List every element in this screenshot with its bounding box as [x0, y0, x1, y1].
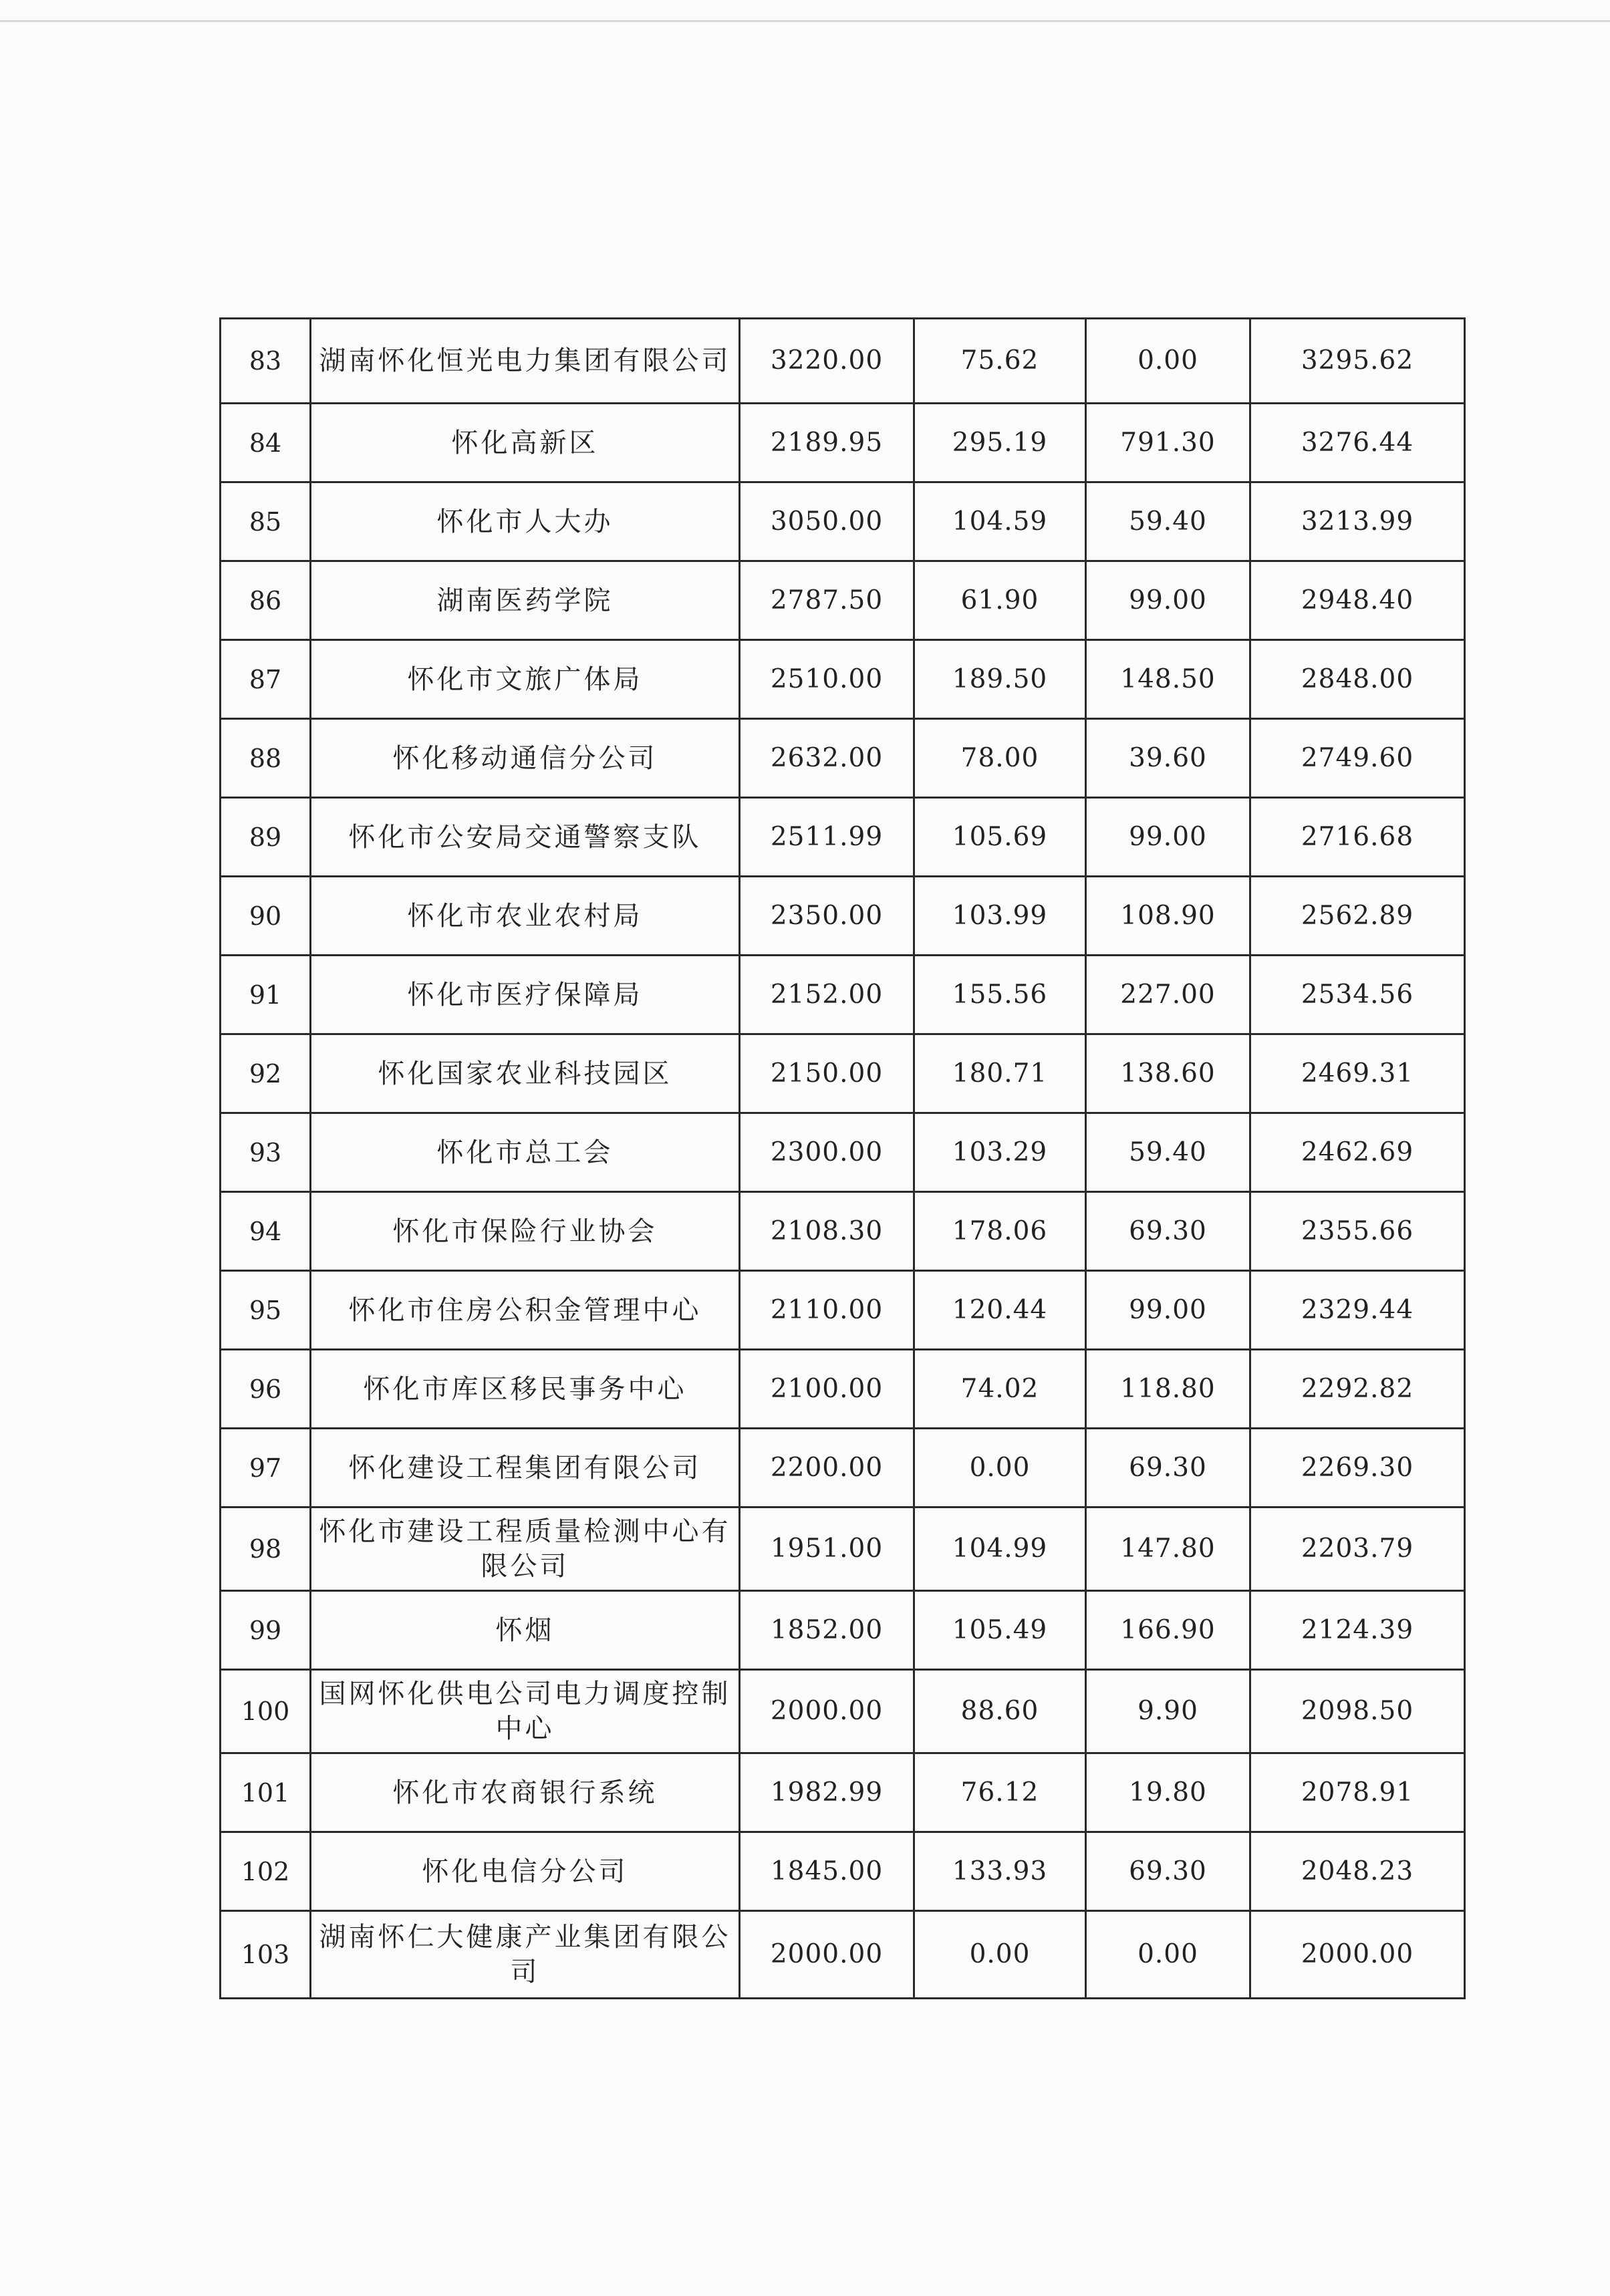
unit-name: 怀化移动通信分公司: [311, 719, 740, 798]
value-col-1: 2189.95: [740, 404, 914, 482]
value-col-2: 75.62: [914, 319, 1086, 404]
unit-name: 怀化市农商银行系统: [311, 1753, 740, 1832]
row-number: 93: [221, 1113, 311, 1192]
table-row: [221, 877, 1465, 956]
value-col-3: 9.90: [1086, 1670, 1250, 1753]
table-row: [221, 1034, 1465, 1113]
total-value: 3295.62: [1250, 319, 1465, 404]
value-col-1: 2787.50: [740, 561, 914, 640]
unit-name: 怀化高新区: [311, 404, 740, 482]
row-number: 95: [221, 1271, 311, 1350]
row-number: 87: [221, 640, 311, 719]
row-number: 90: [221, 877, 311, 956]
table-row: [221, 1753, 1465, 1832]
value-col-2: 61.90: [914, 561, 1086, 640]
row-number: 84: [221, 404, 311, 482]
row-number: 100: [221, 1670, 311, 1753]
value-col-3: 59.40: [1086, 1113, 1250, 1192]
unit-name: 国网怀化供电公司电力调度控制中心: [311, 1670, 740, 1753]
value-col-3: 99.00: [1086, 798, 1250, 877]
data-table: [219, 317, 1466, 1999]
table-row: [221, 1670, 1465, 1753]
value-col-3: 69.30: [1086, 1832, 1250, 1911]
value-col-1: 2152.00: [740, 956, 914, 1034]
table-row: [221, 1350, 1465, 1429]
value-col-3: 59.40: [1086, 482, 1250, 561]
table-row: [221, 1508, 1465, 1591]
row-number: 96: [221, 1350, 311, 1429]
total-value: 2269.30: [1250, 1429, 1465, 1508]
value-col-1: 2150.00: [740, 1034, 914, 1113]
value-col-2: 74.02: [914, 1350, 1086, 1429]
top-rule: [0, 20, 1610, 22]
unit-name: 怀化电信分公司: [311, 1832, 740, 1911]
value-col-2: 0.00: [914, 1429, 1086, 1508]
value-col-2: 155.56: [914, 956, 1086, 1034]
value-col-2: 88.60: [914, 1670, 1086, 1753]
row-number: 86: [221, 561, 311, 640]
table-row: [221, 482, 1465, 561]
total-value: 2948.40: [1250, 561, 1465, 640]
value-col-1: 3050.00: [740, 482, 914, 561]
value-col-1: 2100.00: [740, 1350, 914, 1429]
row-number: 92: [221, 1034, 311, 1113]
value-col-1: 1951.00: [740, 1508, 914, 1591]
unit-name: 怀化市公安局交通警察支队: [311, 798, 740, 877]
unit-name: 怀化国家农业科技园区: [311, 1034, 740, 1113]
value-col-1: 2000.00: [740, 1670, 914, 1753]
value-col-1: 2110.00: [740, 1271, 914, 1350]
value-col-3: 138.60: [1086, 1034, 1250, 1113]
value-col-1: 2200.00: [740, 1429, 914, 1508]
row-number: 88: [221, 719, 311, 798]
value-col-2: 120.44: [914, 1271, 1086, 1350]
table-row: [221, 319, 1465, 404]
value-col-2: 105.69: [914, 798, 1086, 877]
table-row: [221, 1271, 1465, 1350]
total-value: 2124.39: [1250, 1591, 1465, 1670]
total-value: 3276.44: [1250, 404, 1465, 482]
row-number: 83: [221, 319, 311, 404]
value-col-3: 166.90: [1086, 1591, 1250, 1670]
total-value: 2469.31: [1250, 1034, 1465, 1113]
value-col-3: 99.00: [1086, 1271, 1250, 1350]
unit-name: 怀烟: [311, 1591, 740, 1670]
value-col-3: 227.00: [1086, 956, 1250, 1034]
unit-name: 怀化市建设工程质量检测中心有限公司: [311, 1508, 740, 1591]
unit-name: 湖南怀化恒光电力集团有限公司: [311, 319, 740, 404]
row-number: 94: [221, 1192, 311, 1271]
value-col-1: 2000.00: [740, 1911, 914, 1999]
table-row: [221, 1832, 1465, 1911]
unit-name: 怀化市文旅广体局: [311, 640, 740, 719]
value-col-1: 1852.00: [740, 1591, 914, 1670]
value-col-2: 104.99: [914, 1508, 1086, 1591]
total-value: 2749.60: [1250, 719, 1465, 798]
value-col-3: 69.30: [1086, 1192, 1250, 1271]
row-number: 97: [221, 1429, 311, 1508]
row-number: 85: [221, 482, 311, 561]
unit-name: 怀化市住房公积金管理中心: [311, 1271, 740, 1350]
value-col-1: 2350.00: [740, 877, 914, 956]
value-col-1: 1845.00: [740, 1832, 914, 1911]
total-value: 2000.00: [1250, 1911, 1465, 1999]
total-value: 2355.66: [1250, 1192, 1465, 1271]
value-col-3: 791.30: [1086, 404, 1250, 482]
value-col-2: 178.06: [914, 1192, 1086, 1271]
value-col-2: 105.49: [914, 1591, 1086, 1670]
total-value: 2716.68: [1250, 798, 1465, 877]
total-value: 2098.50: [1250, 1670, 1465, 1753]
total-value: 3213.99: [1250, 482, 1465, 561]
unit-name: 怀化市保险行业协会: [311, 1192, 740, 1271]
table-row: [221, 1429, 1465, 1508]
unit-name: 怀化市医疗保障局: [311, 956, 740, 1034]
value-col-3: 19.80: [1086, 1753, 1250, 1832]
value-col-3: 39.60: [1086, 719, 1250, 798]
value-col-3: 0.00: [1086, 1911, 1250, 1999]
row-number: 99: [221, 1591, 311, 1670]
total-value: 2848.00: [1250, 640, 1465, 719]
total-value: 2203.79: [1250, 1508, 1465, 1591]
row-number: 98: [221, 1508, 311, 1591]
unit-name: 怀化市农业农村局: [311, 877, 740, 956]
row-number: 91: [221, 956, 311, 1034]
value-col-2: 133.93: [914, 1832, 1086, 1911]
total-value: 2534.56: [1250, 956, 1465, 1034]
unit-name: 湖南医药学院: [311, 561, 740, 640]
table-row: [221, 798, 1465, 877]
value-col-2: 78.00: [914, 719, 1086, 798]
value-col-1: 2300.00: [740, 1113, 914, 1192]
value-col-1: 1982.99: [740, 1753, 914, 1832]
value-col-3: 147.80: [1086, 1508, 1250, 1591]
value-col-3: 118.80: [1086, 1350, 1250, 1429]
value-col-2: 76.12: [914, 1753, 1086, 1832]
total-value: 2048.23: [1250, 1832, 1465, 1911]
unit-name: 怀化建设工程集团有限公司: [311, 1429, 740, 1508]
unit-name: 湖南怀仁大健康产业集团有限公司: [311, 1911, 740, 1999]
total-value: 2329.44: [1250, 1271, 1465, 1350]
value-col-3: 108.90: [1086, 877, 1250, 956]
table-row: [221, 1192, 1465, 1271]
value-col-2: 103.99: [914, 877, 1086, 956]
value-col-3: 0.00: [1086, 319, 1250, 404]
value-col-2: 104.59: [914, 482, 1086, 561]
table-row: [221, 1113, 1465, 1192]
total-value: 2462.69: [1250, 1113, 1465, 1192]
value-col-3: 148.50: [1086, 640, 1250, 719]
total-value: 2292.82: [1250, 1350, 1465, 1429]
value-col-2: 0.00: [914, 1911, 1086, 1999]
unit-name: 怀化市人大办: [311, 482, 740, 561]
value-col-1: 2510.00: [740, 640, 914, 719]
value-col-1: 2108.30: [740, 1192, 914, 1271]
table-row: [221, 1591, 1465, 1670]
value-col-2: 103.29: [914, 1113, 1086, 1192]
value-col-1: 2632.00: [740, 719, 914, 798]
value-col-2: 180.71: [914, 1034, 1086, 1113]
total-value: 2562.89: [1250, 877, 1465, 956]
table-row: [221, 956, 1465, 1034]
value-col-2: 189.50: [914, 640, 1086, 719]
row-number: 89: [221, 798, 311, 877]
value-col-3: 99.00: [1086, 561, 1250, 640]
value-col-3: 69.30: [1086, 1429, 1250, 1508]
unit-name: 怀化市总工会: [311, 1113, 740, 1192]
total-value: 2078.91: [1250, 1753, 1465, 1832]
value-col-2: 295.19: [914, 404, 1086, 482]
table-row: [221, 404, 1465, 482]
table-row: [221, 640, 1465, 719]
unit-name: 怀化市库区移民事务中心: [311, 1350, 740, 1429]
table-row: [221, 561, 1465, 640]
row-number: 101: [221, 1753, 311, 1832]
table-row: [221, 719, 1465, 798]
value-col-1: 2511.99: [740, 798, 914, 877]
row-number: 103: [221, 1911, 311, 1999]
table-row: [221, 1911, 1465, 1999]
row-number: 102: [221, 1832, 311, 1911]
value-col-1: 3220.00: [740, 319, 914, 404]
